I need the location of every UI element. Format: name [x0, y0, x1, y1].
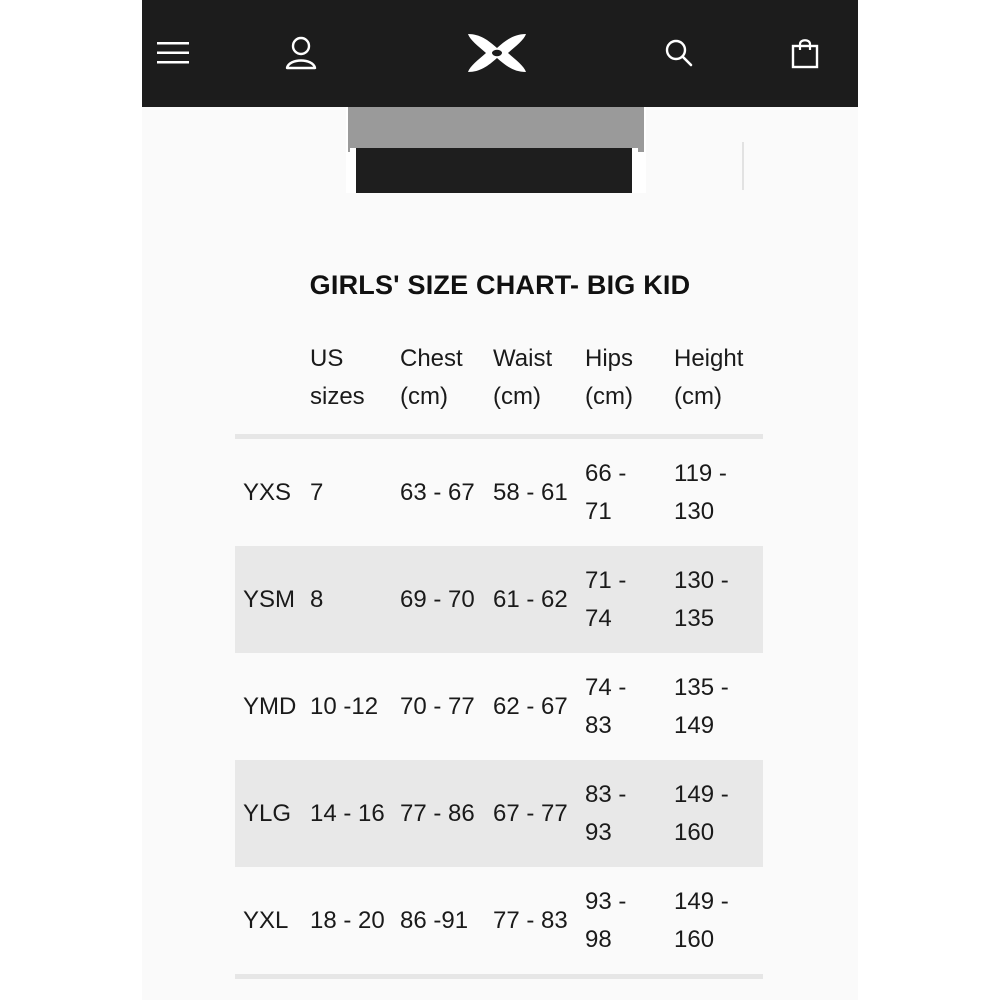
account-button[interactable] — [278, 30, 324, 76]
black-shorts-image — [356, 148, 638, 193]
us-size-value: 14 - 16 — [310, 799, 385, 827]
chest-value: 70 - 77 — [400, 692, 475, 720]
table-row — [235, 867, 763, 974]
header-waist: Waist (cm) — [493, 345, 553, 410]
gray-shirt-image — [348, 107, 644, 152]
shorts-stripe-left — [350, 148, 360, 193]
left-margin — [0, 0, 142, 1000]
image-edge-line — [742, 142, 744, 190]
size-label: YSM — [243, 585, 296, 613]
table-header — [235, 340, 763, 439]
hips-value: 93 - 98 — [585, 887, 627, 953]
size-label: YLG — [243, 799, 292, 827]
search-button[interactable] — [656, 30, 702, 76]
table-bottom-border — [235, 974, 763, 979]
waist-value: 61 - 62 — [493, 585, 568, 613]
menu-button[interactable] — [150, 30, 196, 76]
header-us-sizes: US sizes — [310, 345, 365, 410]
header-chest: Chest (cm) — [400, 345, 463, 410]
search-icon — [664, 38, 694, 68]
table-row — [235, 653, 763, 760]
header-height: Height (cm) — [674, 345, 744, 410]
shorts-stripe-right — [628, 148, 638, 193]
shopping-bag-icon — [790, 37, 820, 69]
waist-value: 67 - 77 — [493, 799, 568, 827]
table-row — [235, 546, 763, 653]
mobile-page — [142, 0, 858, 1000]
right-margin — [858, 0, 1000, 1000]
size-label: YXS — [243, 478, 292, 506]
waist-value: 77 - 83 — [493, 906, 568, 934]
cart-button[interactable] — [782, 30, 828, 76]
hips-value: 71 - 74 — [585, 566, 627, 632]
height-value: 130 - 135 — [674, 566, 729, 632]
us-size-value: 18 - 20 — [310, 906, 385, 934]
size-label: YMD — [243, 692, 297, 720]
size-chart-title: GIRLS' SIZE CHART- BIG KID — [309, 270, 691, 300]
waist-value: 62 - 67 — [493, 692, 568, 720]
table-row — [235, 760, 763, 867]
size-label: YXL — [243, 906, 289, 934]
chest-value: 69 - 70 — [400, 585, 475, 613]
hips-value: 83 - 93 — [585, 780, 627, 846]
user-icon — [285, 36, 317, 70]
height-value: 149 - 160 — [674, 780, 729, 846]
top-navigation-bar — [142, 0, 858, 107]
hips-value: 66 - 71 — [585, 459, 627, 525]
hamburger-menu-icon — [157, 41, 189, 65]
table-row — [235, 439, 763, 546]
under-armour-logo[interactable] — [464, 30, 530, 76]
height-value: 135 - 149 — [674, 673, 729, 739]
chest-value: 86 -91 — [400, 906, 469, 934]
height-value: 119 - 130 — [674, 459, 727, 525]
us-size-value: 8 — [310, 585, 324, 613]
us-size-value: 7 — [310, 478, 324, 506]
us-size-value: 10 -12 — [310, 692, 379, 720]
height-value: 149 - 160 — [674, 887, 729, 953]
hips-value: 74 - 83 — [585, 673, 627, 739]
size-chart-table — [235, 340, 763, 979]
header-hips: Hips (cm) — [585, 345, 634, 410]
chest-value: 63 - 67 — [400, 478, 475, 506]
chest-value: 77 - 86 — [400, 799, 475, 827]
waist-value: 58 - 61 — [493, 478, 568, 506]
